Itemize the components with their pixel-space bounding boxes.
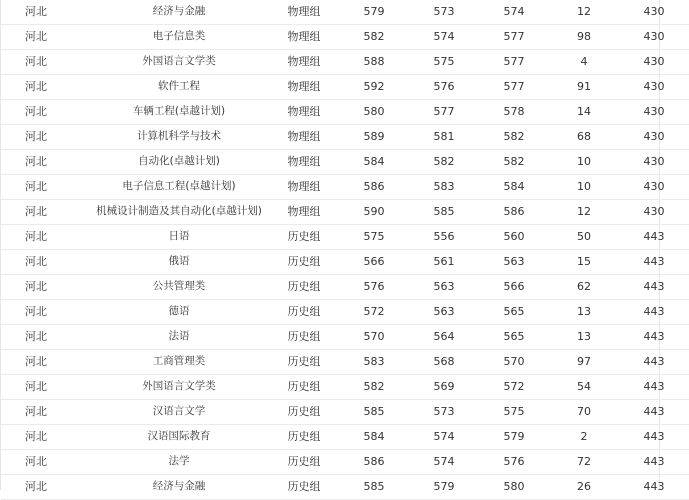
subject-group-cell: 物理组: [269, 0, 339, 24]
max-score-cell: 588: [339, 49, 409, 74]
table-row: [1, 0, 689, 24]
control-line-cell: 443: [619, 474, 689, 499]
min-score-cell: 564: [409, 324, 479, 349]
avg-score-cell: 570: [479, 349, 549, 374]
min-score-cell: 576: [409, 74, 479, 99]
control-line-cell: 430: [619, 174, 689, 199]
subject-group-cell: 物理组: [269, 199, 339, 224]
province-cell: 河北: [1, 424, 89, 449]
province-cell: 河北: [1, 124, 89, 149]
max-score-cell: 584: [339, 149, 409, 174]
max-score-cell: 584: [339, 424, 409, 449]
avg-score-cell: 582: [479, 149, 549, 174]
max-score-cell: 566: [339, 249, 409, 274]
subject-group-cell: 历史组: [269, 249, 339, 274]
major-cell: 俄语: [89, 249, 269, 274]
major-cell: 公共管理类: [89, 274, 269, 299]
subject-group-cell: 物理组: [269, 149, 339, 174]
control-line-cell: 443: [619, 274, 689, 299]
admission-scores-table: [1, 0, 689, 500]
control-line-cell: 443: [619, 424, 689, 449]
min-score-cell: 574: [409, 24, 479, 49]
max-score-cell: 583: [339, 349, 409, 374]
table-row: [1, 174, 689, 199]
min-score-cell: 585: [409, 199, 479, 224]
max-score-cell: 592: [339, 74, 409, 99]
province-cell: 河北: [1, 149, 89, 174]
enrollment-count-cell: 26: [549, 474, 619, 499]
max-score-cell: 585: [339, 474, 409, 499]
province-cell: 河北: [1, 374, 89, 399]
table-row: [1, 124, 689, 149]
enrollment-count-cell: 54: [549, 374, 619, 399]
province-cell: 河北: [1, 0, 89, 24]
min-score-cell: 574: [409, 424, 479, 449]
avg-score-cell: 565: [479, 299, 549, 324]
enrollment-count-cell: 97: [549, 349, 619, 374]
province-cell: 河北: [1, 224, 89, 249]
control-line-cell: 430: [619, 0, 689, 24]
table-row: [1, 374, 689, 399]
province-cell: 河北: [1, 249, 89, 274]
avg-score-cell: 579: [479, 424, 549, 449]
max-score-cell: 586: [339, 174, 409, 199]
enrollment-count-cell: 62: [549, 274, 619, 299]
enrollment-count-cell: 12: [549, 199, 619, 224]
min-score-cell: 569: [409, 374, 479, 399]
table-row: [1, 74, 689, 99]
subject-group-cell: 物理组: [269, 49, 339, 74]
min-score-cell: 568: [409, 349, 479, 374]
major-cell: 计算机科学与技术: [89, 124, 269, 149]
subject-group-cell: 物理组: [269, 74, 339, 99]
avg-score-cell: 577: [479, 49, 549, 74]
min-score-cell: 573: [409, 399, 479, 424]
table-row: [1, 199, 689, 224]
max-score-cell: 570: [339, 324, 409, 349]
max-score-cell: 576: [339, 274, 409, 299]
enrollment-count-cell: 12: [549, 0, 619, 24]
avg-score-cell: 565: [479, 324, 549, 349]
major-cell: 法语: [89, 324, 269, 349]
avg-score-cell: 577: [479, 24, 549, 49]
avg-score-cell: 578: [479, 99, 549, 124]
table-row: [1, 449, 689, 474]
major-cell: 汉语国际教育: [89, 424, 269, 449]
min-score-cell: 582: [409, 149, 479, 174]
min-score-cell: 581: [409, 124, 479, 149]
major-cell: 德语: [89, 299, 269, 324]
major-cell: 经济与金融: [89, 474, 269, 499]
avg-score-cell: 560: [479, 224, 549, 249]
major-cell: 工商管理类: [89, 349, 269, 374]
avg-score-cell: 586: [479, 199, 549, 224]
max-score-cell: 580: [339, 99, 409, 124]
avg-score-cell: 582: [479, 124, 549, 149]
max-score-cell: 582: [339, 374, 409, 399]
subject-group-cell: 物理组: [269, 99, 339, 124]
enrollment-count-cell: 70: [549, 399, 619, 424]
subject-group-cell: 历史组: [269, 224, 339, 249]
min-score-cell: 563: [409, 299, 479, 324]
subject-group-cell: 历史组: [269, 399, 339, 424]
province-cell: 河北: [1, 174, 89, 199]
subject-group-cell: 历史组: [269, 324, 339, 349]
control-line-cell: 443: [619, 449, 689, 474]
province-cell: 河北: [1, 274, 89, 299]
enrollment-count-cell: 91: [549, 74, 619, 99]
control-line-cell: 443: [619, 324, 689, 349]
major-cell: 日语: [89, 224, 269, 249]
enrollment-count-cell: 4: [549, 49, 619, 74]
major-cell: 电子信息类: [89, 24, 269, 49]
control-line-cell: 430: [619, 99, 689, 124]
min-score-cell: 573: [409, 0, 479, 24]
control-line-cell: 443: [619, 374, 689, 399]
major-cell: 外国语言文学类: [89, 49, 269, 74]
major-cell: 车辆工程(卓越计划): [89, 99, 269, 124]
table-body: [1, 0, 689, 499]
table-row: [1, 399, 689, 424]
subject-group-cell: 历史组: [269, 349, 339, 374]
subject-group-cell: 物理组: [269, 174, 339, 199]
subject-group-cell: 历史组: [269, 299, 339, 324]
control-line-cell: 443: [619, 224, 689, 249]
subject-group-cell: 历史组: [269, 374, 339, 399]
major-cell: 法学: [89, 449, 269, 474]
avg-score-cell: 584: [479, 174, 549, 199]
control-line-cell: 430: [619, 124, 689, 149]
max-score-cell: 589: [339, 124, 409, 149]
table-row: [1, 249, 689, 274]
avg-score-cell: 572: [479, 374, 549, 399]
avg-score-cell: 563: [479, 249, 549, 274]
control-line-cell: 443: [619, 299, 689, 324]
control-line-cell: 430: [619, 24, 689, 49]
enrollment-count-cell: 15: [549, 249, 619, 274]
min-score-cell: 577: [409, 99, 479, 124]
major-cell: 软件工程: [89, 74, 269, 99]
province-cell: 河北: [1, 399, 89, 424]
table-row: [1, 49, 689, 74]
table-row: [1, 274, 689, 299]
province-cell: 河北: [1, 449, 89, 474]
control-line-cell: 443: [619, 249, 689, 274]
control-line-cell: 443: [619, 399, 689, 424]
major-cell: 汉语言文学: [89, 399, 269, 424]
min-score-cell: 574: [409, 449, 479, 474]
table-row: [1, 324, 689, 349]
province-cell: 河北: [1, 99, 89, 124]
max-score-cell: 586: [339, 449, 409, 474]
enrollment-count-cell: 13: [549, 324, 619, 349]
province-cell: 河北: [1, 49, 89, 74]
max-score-cell: 585: [339, 399, 409, 424]
province-cell: 河北: [1, 24, 89, 49]
major-cell: 自动化(卓越计划): [89, 149, 269, 174]
major-cell: 机械设计制造及其自动化(卓越计划): [89, 199, 269, 224]
enrollment-count-cell: 50: [549, 224, 619, 249]
enrollment-count-cell: 2: [549, 424, 619, 449]
province-cell: 河北: [1, 199, 89, 224]
avg-score-cell: 575: [479, 399, 549, 424]
min-score-cell: 561: [409, 249, 479, 274]
table-row: [1, 474, 689, 499]
avg-score-cell: 574: [479, 0, 549, 24]
control-line-cell: 430: [619, 74, 689, 99]
control-line-cell: 430: [619, 199, 689, 224]
subject-group-cell: 物理组: [269, 24, 339, 49]
table-row: [1, 424, 689, 449]
avg-score-cell: 576: [479, 449, 549, 474]
table-row: [1, 299, 689, 324]
min-score-cell: 579: [409, 474, 479, 499]
avg-score-cell: 580: [479, 474, 549, 499]
avg-score-cell: 566: [479, 274, 549, 299]
province-cell: 河北: [1, 299, 89, 324]
table-row: [1, 24, 689, 49]
subject-group-cell: 历史组: [269, 274, 339, 299]
table-row: [1, 149, 689, 174]
subject-group-cell: 历史组: [269, 449, 339, 474]
major-cell: 经济与金融: [89, 0, 269, 24]
max-score-cell: 590: [339, 199, 409, 224]
enrollment-count-cell: 10: [549, 149, 619, 174]
avg-score-cell: 577: [479, 74, 549, 99]
min-score-cell: 563: [409, 274, 479, 299]
control-line-cell: 430: [619, 49, 689, 74]
table-row: [1, 349, 689, 374]
enrollment-count-cell: 10: [549, 174, 619, 199]
max-score-cell: 582: [339, 24, 409, 49]
major-cell: 电子信息工程(卓越计划): [89, 174, 269, 199]
max-score-cell: 575: [339, 224, 409, 249]
enrollment-count-cell: 72: [549, 449, 619, 474]
enrollment-count-cell: 13: [549, 299, 619, 324]
enrollment-count-cell: 14: [549, 99, 619, 124]
subject-group-cell: 历史组: [269, 424, 339, 449]
min-score-cell: 556: [409, 224, 479, 249]
max-score-cell: 579: [339, 0, 409, 24]
province-cell: 河北: [1, 324, 89, 349]
major-cell: 外国语言文学类: [89, 374, 269, 399]
table-row: [1, 99, 689, 124]
province-cell: 河北: [1, 74, 89, 99]
control-line-cell: 443: [619, 349, 689, 374]
min-score-cell: 583: [409, 174, 479, 199]
subject-group-cell: 历史组: [269, 474, 339, 499]
max-score-cell: 572: [339, 299, 409, 324]
province-cell: 河北: [1, 474, 89, 499]
control-line-cell: 430: [619, 149, 689, 174]
table-row: [1, 224, 689, 249]
enrollment-count-cell: 68: [549, 124, 619, 149]
subject-group-cell: 物理组: [269, 124, 339, 149]
province-cell: 河北: [1, 349, 89, 374]
enrollment-count-cell: 98: [549, 24, 619, 49]
min-score-cell: 575: [409, 49, 479, 74]
